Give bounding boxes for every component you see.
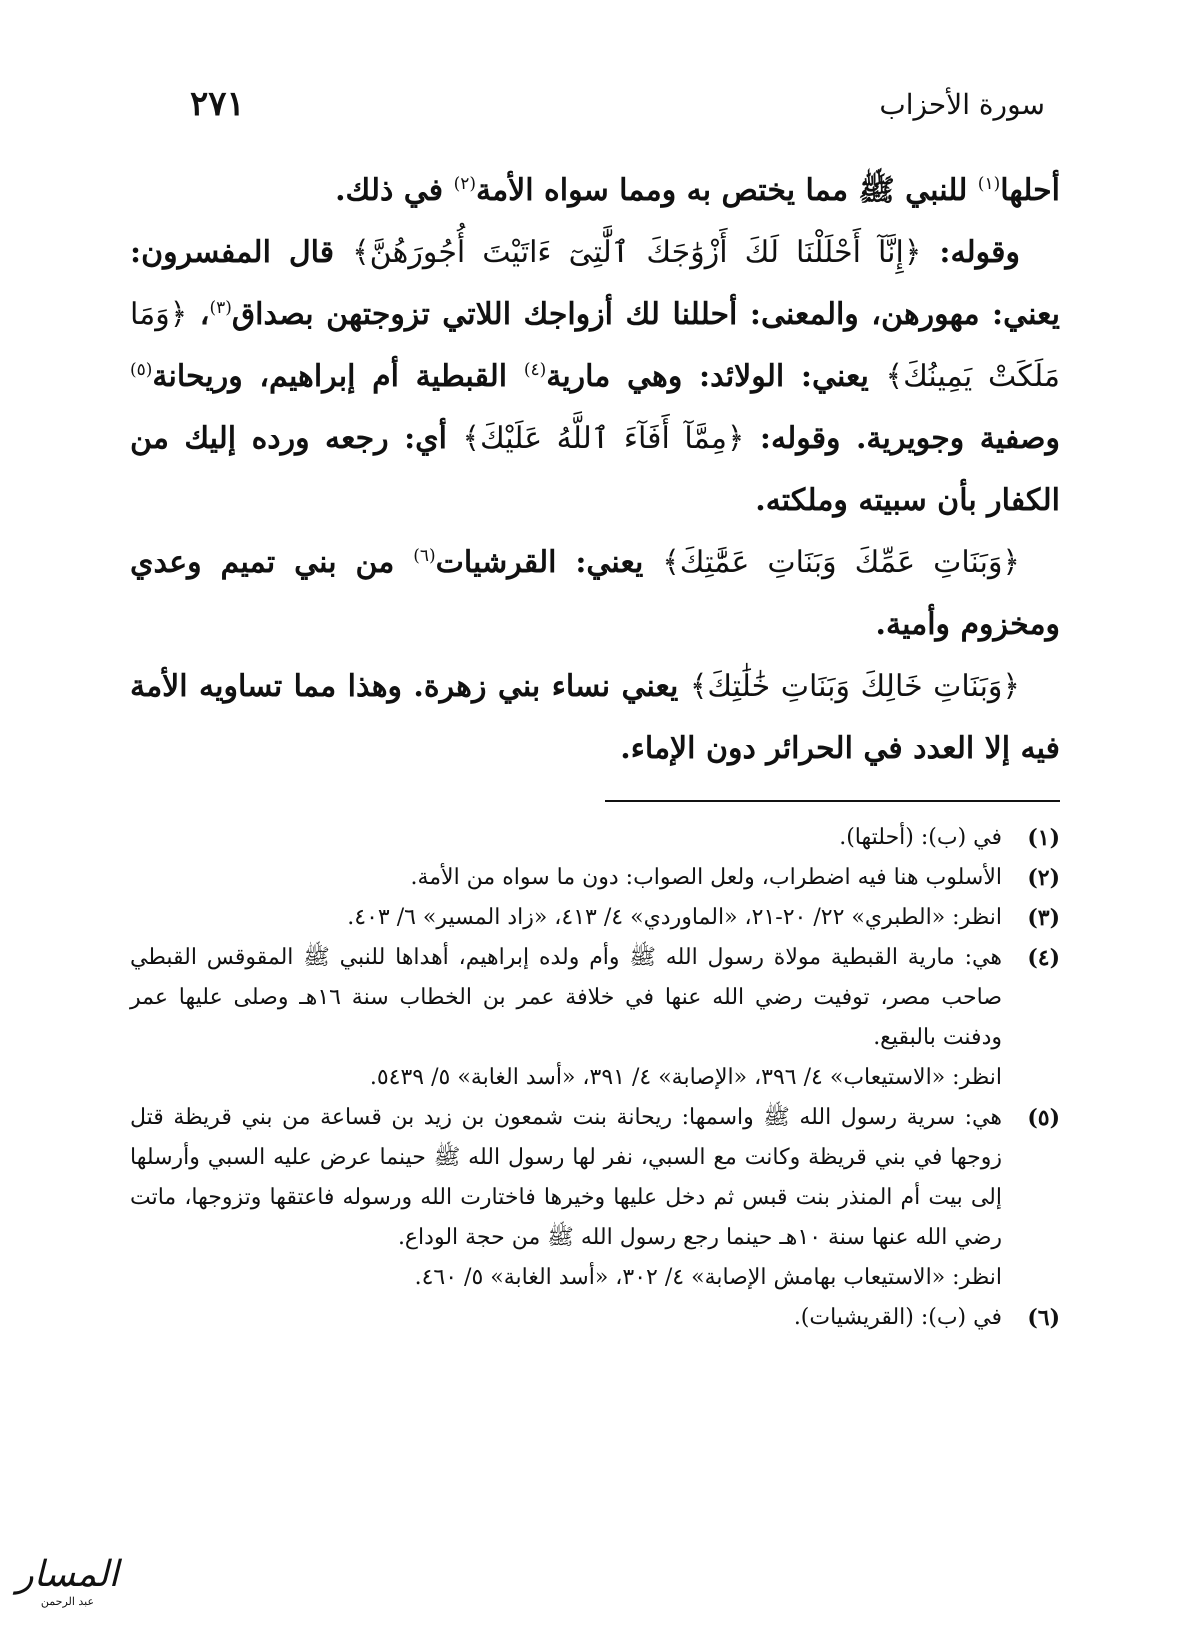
text-run: للنبي ﷺ مما يختص به ومما سواه الأمة	[475, 173, 978, 208]
text-run: ،	[187, 297, 210, 332]
main-text	[130, 160, 1060, 780]
text-run: يعني: الولائد: وهي مارية	[546, 359, 886, 394]
text-run: قال المفسرون: يعني: مهورهن، والمعنى: أحللنا لك أزواجك اللاتي تزوجتهن بصداق	[130, 235, 1060, 332]
footnote-1	[130, 818, 1060, 858]
footnote-number: (٥)	[1027, 1105, 1060, 1131]
footnote-text: هي: سرية رسول الله ﷺ واسمها: ريحانة بنت شمعون بن زيد بن قساعة من بني قريظة قتل زوجها في بني قريظة وكانت مع السبي، نفر لها رسول الله ﷺ حينما عرض عليه السبي وأرسلها إلى بيت أم المنذر بنت قبس ثم دخل عليها وخيرها فاختارت الله ورسوله فاعتقها وتزوجها، ماتت رضي الله عنها سنة ١٠هـ حينما رجع رسول الله ﷺ من حجة الوداع.	[130, 1105, 1002, 1250]
footnote-ref-4: (٤)	[523, 360, 547, 380]
page-header	[120, 78, 1065, 128]
paragraph-4	[130, 656, 1060, 780]
stamp-main-text: المسار	[16, 1554, 119, 1595]
footnote-number: (١)	[1027, 825, 1060, 851]
text-run: من بني تميم وعدي ومخزوم وأمية.	[130, 545, 1060, 642]
text-run: أي: رجعه ورده إليك من الكفار بأن سبيته وملكته.	[130, 421, 1060, 518]
footnote-5	[130, 1098, 1060, 1298]
footnote-ref-3: (٣)	[209, 298, 232, 318]
text-run: أحلها	[1000, 173, 1060, 208]
text-run: وصفية وجويرية. وقوله:	[744, 421, 1060, 456]
paragraph-3	[130, 532, 1060, 656]
footnote-reference: انظر: «الاستيعاب» ٤/ ٣٩٦، «الإصابة» ٤/ ٣٩١، «أسد الغابة» ٥/ ٥٤٣٩.	[369, 1065, 1002, 1090]
library-stamp-logo	[10, 1555, 125, 1635]
paragraph-1	[130, 160, 1060, 222]
footnote-ref-1: (١)	[977, 174, 1001, 194]
footnote-number: (٣)	[1027, 905, 1060, 931]
stamp-sub-text: عبد الرحمن	[40, 1595, 95, 1608]
footnote-reference: انظر: «الاستيعاب بهامش الإصابة» ٤/ ٣٠٢، «أسد الغابة» ٥/ ٤٦٠.	[414, 1265, 1002, 1290]
quran-verse: ﴿وَبَنَاتِ عَمِّكَ وَبَنَاتِ عَمَّٰتِكَ﴾	[662, 545, 1021, 580]
footnote-text: في (ب): (القريشيات).	[793, 1305, 1002, 1330]
footnote-number: (٤)	[1027, 945, 1060, 971]
footnote-2	[130, 858, 1060, 898]
footnote-3	[130, 898, 1060, 938]
quran-verse: ﴿إِنَّآ أَحْلَلْنَا لَكَ أَزْوَٰجَكَ ٱلَّٰتِىٓ ءَاتَيْتَ أُجُورَهُنَّ﴾	[352, 235, 922, 270]
text-run: في ذلك.	[335, 173, 454, 208]
footnote-text: الأسلوب هنا فيه اضطراب، ولعل الصواب: دون ما سواه من الأمة.	[410, 865, 1002, 890]
footnote-divider	[605, 800, 1060, 802]
text-run: يعني نساء بني زهرة. وهذا مما تساويه الأمة فيه إلا العدد في الحرائر دون الإماء.	[130, 669, 1060, 766]
footnote-4	[130, 938, 1060, 1098]
running-title: سورة الأحزاب	[879, 88, 1045, 121]
text-run: يعني: القرشيات	[435, 545, 663, 580]
text-run: القبطية أم إبراهيم، وريحانة	[152, 359, 524, 394]
quran-verse: ﴿مِمَّآ أَفَآءَ ٱللَّهُ عَلَيْكَ﴾	[462, 421, 745, 456]
footnote-ref-6: (٦)	[413, 546, 436, 566]
quran-verse: ﴿وَبَنَاتِ خَالِكَ وَبَنَاتِ خَٰلَٰتِكَ﴾	[689, 669, 1020, 704]
footnote-6	[130, 1298, 1060, 1338]
text-run: وقوله:	[921, 235, 1020, 270]
footnote-ref-2: (٢)	[453, 174, 476, 194]
footnote-text: انظر: «الطبري» ٢٢/ ٢٠-٢١، «الماوردي» ٤/ ٤١٣، «زاد المسير» ٦/ ٤٠٣.	[347, 905, 1002, 930]
footnote-ref-5: (٥)	[130, 360, 153, 380]
footnote-number: (٢)	[1027, 865, 1060, 891]
footnote-text: في (ب): (أحلتها).	[839, 825, 1002, 850]
page-number: ٢٧١	[190, 84, 245, 124]
paragraph-2	[130, 222, 1060, 532]
footnotes	[130, 818, 1060, 1338]
footnote-text: هي: مارية القبطية مولاة رسول الله ﷺ وأم ولده إبراهيم، أهداها للنبي ﷺ المقوقس القبطي صاحب مصر، توفيت رضي الله عنها في خلافة عمر بن الخطاب سنة ١٦هـ وصلى عليها عمر ودفنت بالبقيع.	[130, 945, 1003, 1050]
footnote-number: (٦)	[1027, 1305, 1060, 1331]
quran-verse: ﴿وَمَا مَلَكَتْ يَمِينُكَ﴾	[130, 297, 1060, 394]
